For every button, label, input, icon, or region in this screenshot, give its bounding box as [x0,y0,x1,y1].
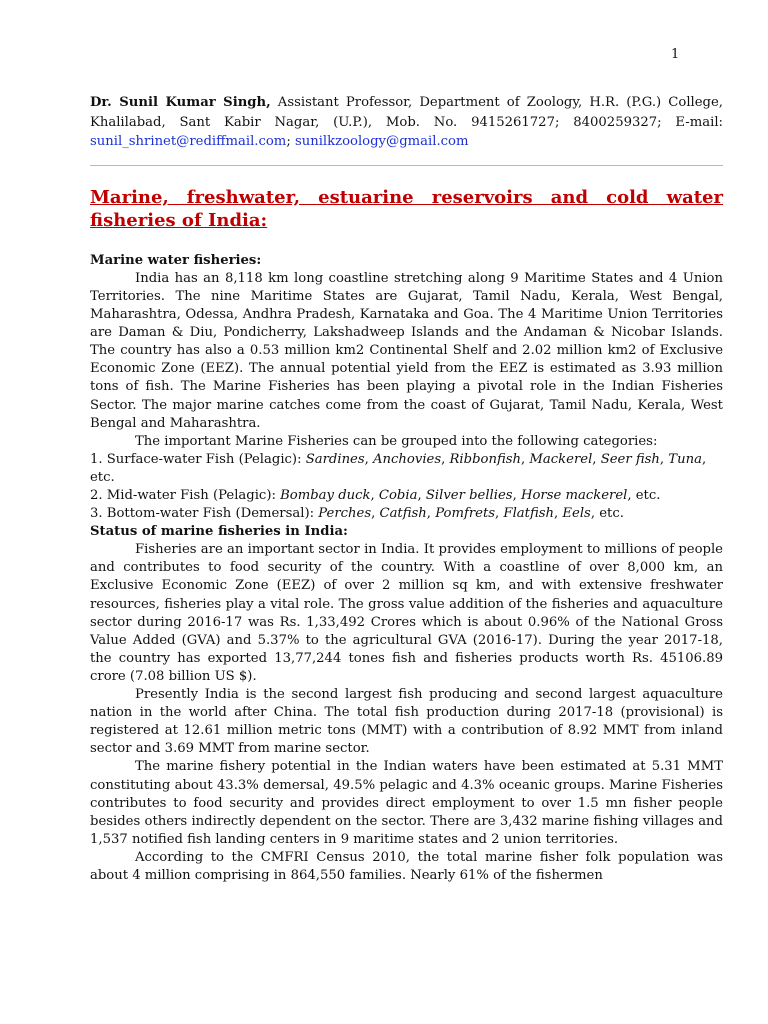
fish-name: Pomfrets [435,506,496,522]
list-item [90,451,723,487]
category-label: 2. Mid-water Fish (Pelagic): [90,488,281,503]
page-number: 1 [671,47,680,62]
separator: , [364,451,374,467]
separator: , [495,506,504,522]
separator: , [426,506,436,522]
category-label: 3. Bottom-water Fish (Demersal): [90,506,319,522]
fish-name: Perches [318,506,372,522]
email-link-1[interactable]: sunil_shrinet@rediffmail.com [90,134,287,150]
document-body [90,93,723,885]
section-heading-status: Status of marine fisheries in India: [90,524,348,540]
fish-name: Bombay duck [280,488,371,503]
paragraph: According to the CMFRI Census 2010, the total marine fisher folk population was about 4 million comprising in 864,550 families. Nearly 61% of the fishermen [90,849,723,883]
list-item [90,505,723,523]
fish-name: Horse mackerel [520,488,628,503]
separator: , [521,451,530,467]
fish-name: Catfish [379,506,427,522]
separator: , [659,451,669,467]
email-separator: ; [286,134,295,150]
author-block [90,93,723,152]
separator: , etc. [90,451,707,485]
fish-name: Sardines [305,451,365,467]
separator: , etc. [590,506,624,522]
fish-name: Tuna [668,451,702,467]
separator: , [512,488,521,503]
list-item [90,487,723,505]
fish-name: Ribbonfish [449,451,522,467]
document-title: Marine, freshwater, estuarine reservoirs and cold water fisheries of India: [90,186,723,231]
fish-name: Silver bellies [425,488,513,503]
category-label: 1. Surface-water Fish (Pelagic): [90,451,306,467]
fish-name: Cobia [378,488,418,503]
section-heading-marine: Marine water fisheries: [90,252,262,268]
separator: , etc. [627,488,661,503]
horizontal-divider [90,165,723,166]
fish-category-list [90,451,723,523]
fish-name: Eels [562,506,591,522]
author-name: Dr. Sunil Kumar Singh, [90,95,271,110]
fish-name: Flatfish [503,506,555,522]
paragraph: Fisheries are an important sector in India. It provides employment to millions of people and contributes to food security of the country. With a coastline of over 8,000 km, an Exclusive Economic Zone (EEZ) of over 2 million sq km, and with extensive freshwater resources, fisheries play a vital role. The gross value addition of the fisheries and aquaculture sector during 2016-17 was Rs. 1,33,492 Crores which is about 0.96% of the National Gross Value Added (GVA) and 5.37% to the agricultural GVA (2016-17). During the year 2017-18, the country has exported 13,77,244 tones fish and fisheries products worth Rs. 45106.89 crore (7.08 billion US $). [90,542,723,684]
fish-name: Mackerel [529,451,593,467]
paragraph: The marine fishery potential in the Indian waters have been estimated at 5.31 MMT constituting about 43.3% demersal, 49.5% pelagic and 4.3% oceanic groups. Marine Fisheries contributes to food security and provides direct employment to over 1.5 mn fisher people besides others indirectly dependent on the sector. There are 3,432 marine fishing villages and 1,537 notified fish landing centers in 9 maritime states and 2 union territories. [90,759,723,847]
email-link-2[interactable]: sunilkzoology@gmail.com [294,134,469,150]
separator: , [554,506,563,522]
paragraph: The important Marine Fisheries can be grouped into the following categories: [135,433,658,449]
separator: , [370,488,379,503]
fish-name: Seer fish [600,451,660,467]
separator: , [417,488,426,503]
separator: , [371,506,380,522]
separator: , [441,451,450,467]
separator: , [592,451,601,467]
author-affiliation: Assistant Professor, Department of Zoology, H.R. (P.G.) College, Khalilabad, Sant Kabir Nagar, (U.P.), Mob. No. 9415261727; 8400259327; E-mail: [90,95,723,130]
paragraph: India has an 8,118 km long coastline stretching along 9 Maritime States and 4 Union Territories. The nine Maritime States are Gujarat, Tamil Nadu, Kerala, West Bengal, Maharashtra, Odessa, Andhra Pradesh, Karnataka and Goa. The 4 Maritime Union Territories are Daman & Diu, Pondicherry, Lakshadweep Islands and the Andaman & Nicobar Islands. The country has also a 0.53 million km2 Continental Shelf and 2.02 million km2 of Exclusive Economic Zone (EEZ). The annual potential yield from the EEZ is estimated as 3.93 million tons of fish. The Marine Fisheries has been playing a pivotal role in the Indian Fisheries Sector. The major marine catches come from the coast of Gujarat, Tamil Nadu, Kerala, West Bengal and Maharashtra. [90,270,723,431]
fish-name: Anchovies [373,451,442,467]
paragraph: Presently India is the second largest fish producing and second largest aquaculture nation in the world after China. The total fish production during 2017-18 (provisional) is registered at 12.61 million metric tons (MMT) with a contribution of 8.92 MMT from inland sector and 3.69 MMT from marine sector. [90,687,723,757]
